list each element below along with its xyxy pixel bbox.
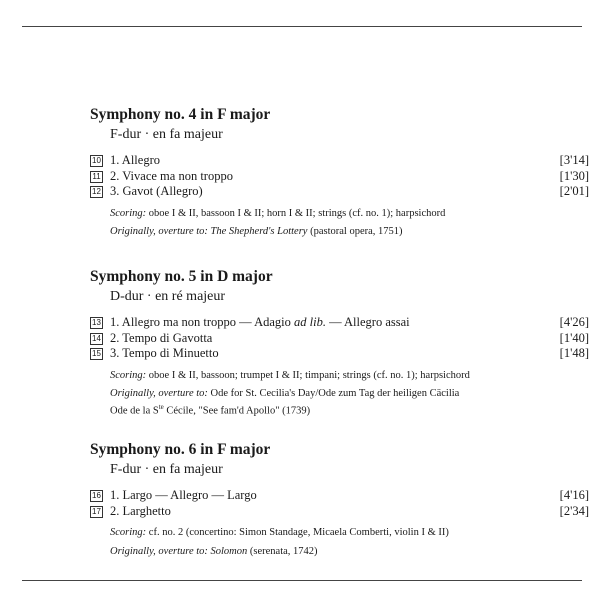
symphony-title: Symphony no. 5 in D major [90, 268, 273, 285]
symphony-subtitle: F-dur · en fa majeur [110, 462, 223, 477]
origin-label: Originally, overture to: [110, 545, 208, 557]
scoring-text: oboe I & II, bassoon I & II; horn I & II; strings (cf. no. 1); harpsichord [148, 207, 446, 219]
track-title [110, 315, 410, 331]
track-number-box: 17 [90, 506, 103, 518]
symphony-4-section [90, 106, 589, 239]
track-duration: [2'34] [559, 503, 589, 518]
origin-details: Ode for St. Cecilia's Day/Ode zum Tag der heiligen Cäcilia [210, 388, 460, 399]
track-title: 2. Vivace ma non troppo [110, 168, 233, 183]
symphony-title: Symphony no. 6 in F major [90, 441, 271, 458]
origin-work: The Shepherd's Lottery [210, 226, 308, 237]
track-list [90, 488, 589, 519]
track-duration: [1'40] [559, 330, 589, 345]
track-number-box: 12 [90, 186, 103, 198]
track-row [90, 504, 589, 520]
track-duration: [4'16] [559, 488, 589, 502]
track-title-part: — Allegro assai [329, 315, 410, 329]
origin-line [110, 388, 589, 401]
track-row [90, 315, 589, 331]
bottom-rule [22, 580, 582, 581]
origin-superscript: te [158, 402, 164, 411]
scoring-label: Scoring: [110, 207, 147, 219]
origin-work: Solomon [210, 545, 248, 557]
track-title: 3. Tempo di Minuetto [110, 346, 219, 360]
scoring-note [110, 527, 589, 540]
origin-line [110, 401, 589, 418]
scoring-text: oboe I & II, bassoon; trumpet I & II; timpani; strings (cf. no. 1); harpsichord [148, 369, 470, 381]
track-title: 1. Allegro [110, 153, 160, 167]
track-number-box: 10 [90, 155, 103, 167]
origin-details: (serenata, 1742) [249, 545, 318, 557]
track-title-italic: ad lib. [294, 315, 326, 329]
origin-note [110, 388, 589, 418]
track-title-part: 1. Allegro ma non troppo — Adagio [110, 315, 291, 329]
symphony-6-section [90, 441, 589, 558]
scoring-label: Scoring: [110, 369, 147, 381]
origin-details: Ode de la S [110, 405, 159, 416]
symphony-5-section [90, 268, 589, 418]
track-title: 2. Larghetto [110, 503, 171, 518]
track-row [90, 153, 589, 169]
track-title: 1. Largo — Allegro — Largo [110, 488, 257, 502]
track-title: 2. Tempo di Gavotta [110, 330, 213, 345]
track-number-box: 14 [90, 333, 103, 345]
scoring-label: Scoring: [110, 527, 147, 538]
track-row [90, 346, 589, 362]
track-list [90, 153, 589, 200]
origin-details: (pastoral opera, 1751) [310, 226, 403, 237]
track-number-box: 16 [90, 490, 103, 502]
symphony-title: Symphony no. 4 in F major [90, 106, 271, 123]
track-duration: [1'30] [559, 168, 589, 183]
track-list [90, 315, 589, 362]
top-rule [22, 26, 582, 27]
origin-note [110, 226, 589, 239]
scoring-note [110, 208, 589, 221]
origin-details: Cécile, "See fam'd Apollo" (1739) [163, 405, 311, 416]
symphony-subtitle: F-dur · en fa majeur [110, 127, 223, 142]
track-duration: [4'26] [559, 315, 589, 329]
scoring-text: cf. no. 2 (concertino: Simon Standage, Micaela Comberti, violin I & II) [148, 527, 449, 538]
track-row [90, 184, 589, 200]
track-number-box: 11 [90, 171, 103, 183]
origin-note [110, 546, 589, 559]
track-number-box: 15 [90, 348, 103, 360]
origin-label: Originally, overture to: [110, 388, 208, 399]
track-title: 3. Gavot (Allegro) [110, 184, 203, 198]
track-row [90, 331, 589, 347]
symphony-subtitle: D-dur · en ré majeur [110, 289, 226, 304]
track-duration: [2'01] [559, 184, 589, 198]
scoring-note [110, 370, 589, 383]
origin-label: Originally, overture to: [110, 226, 208, 237]
track-row [90, 169, 589, 185]
track-duration: [1'48] [559, 346, 589, 360]
track-duration: [3'14] [559, 153, 589, 167]
track-row [90, 488, 589, 504]
track-number-box: 13 [90, 317, 103, 329]
